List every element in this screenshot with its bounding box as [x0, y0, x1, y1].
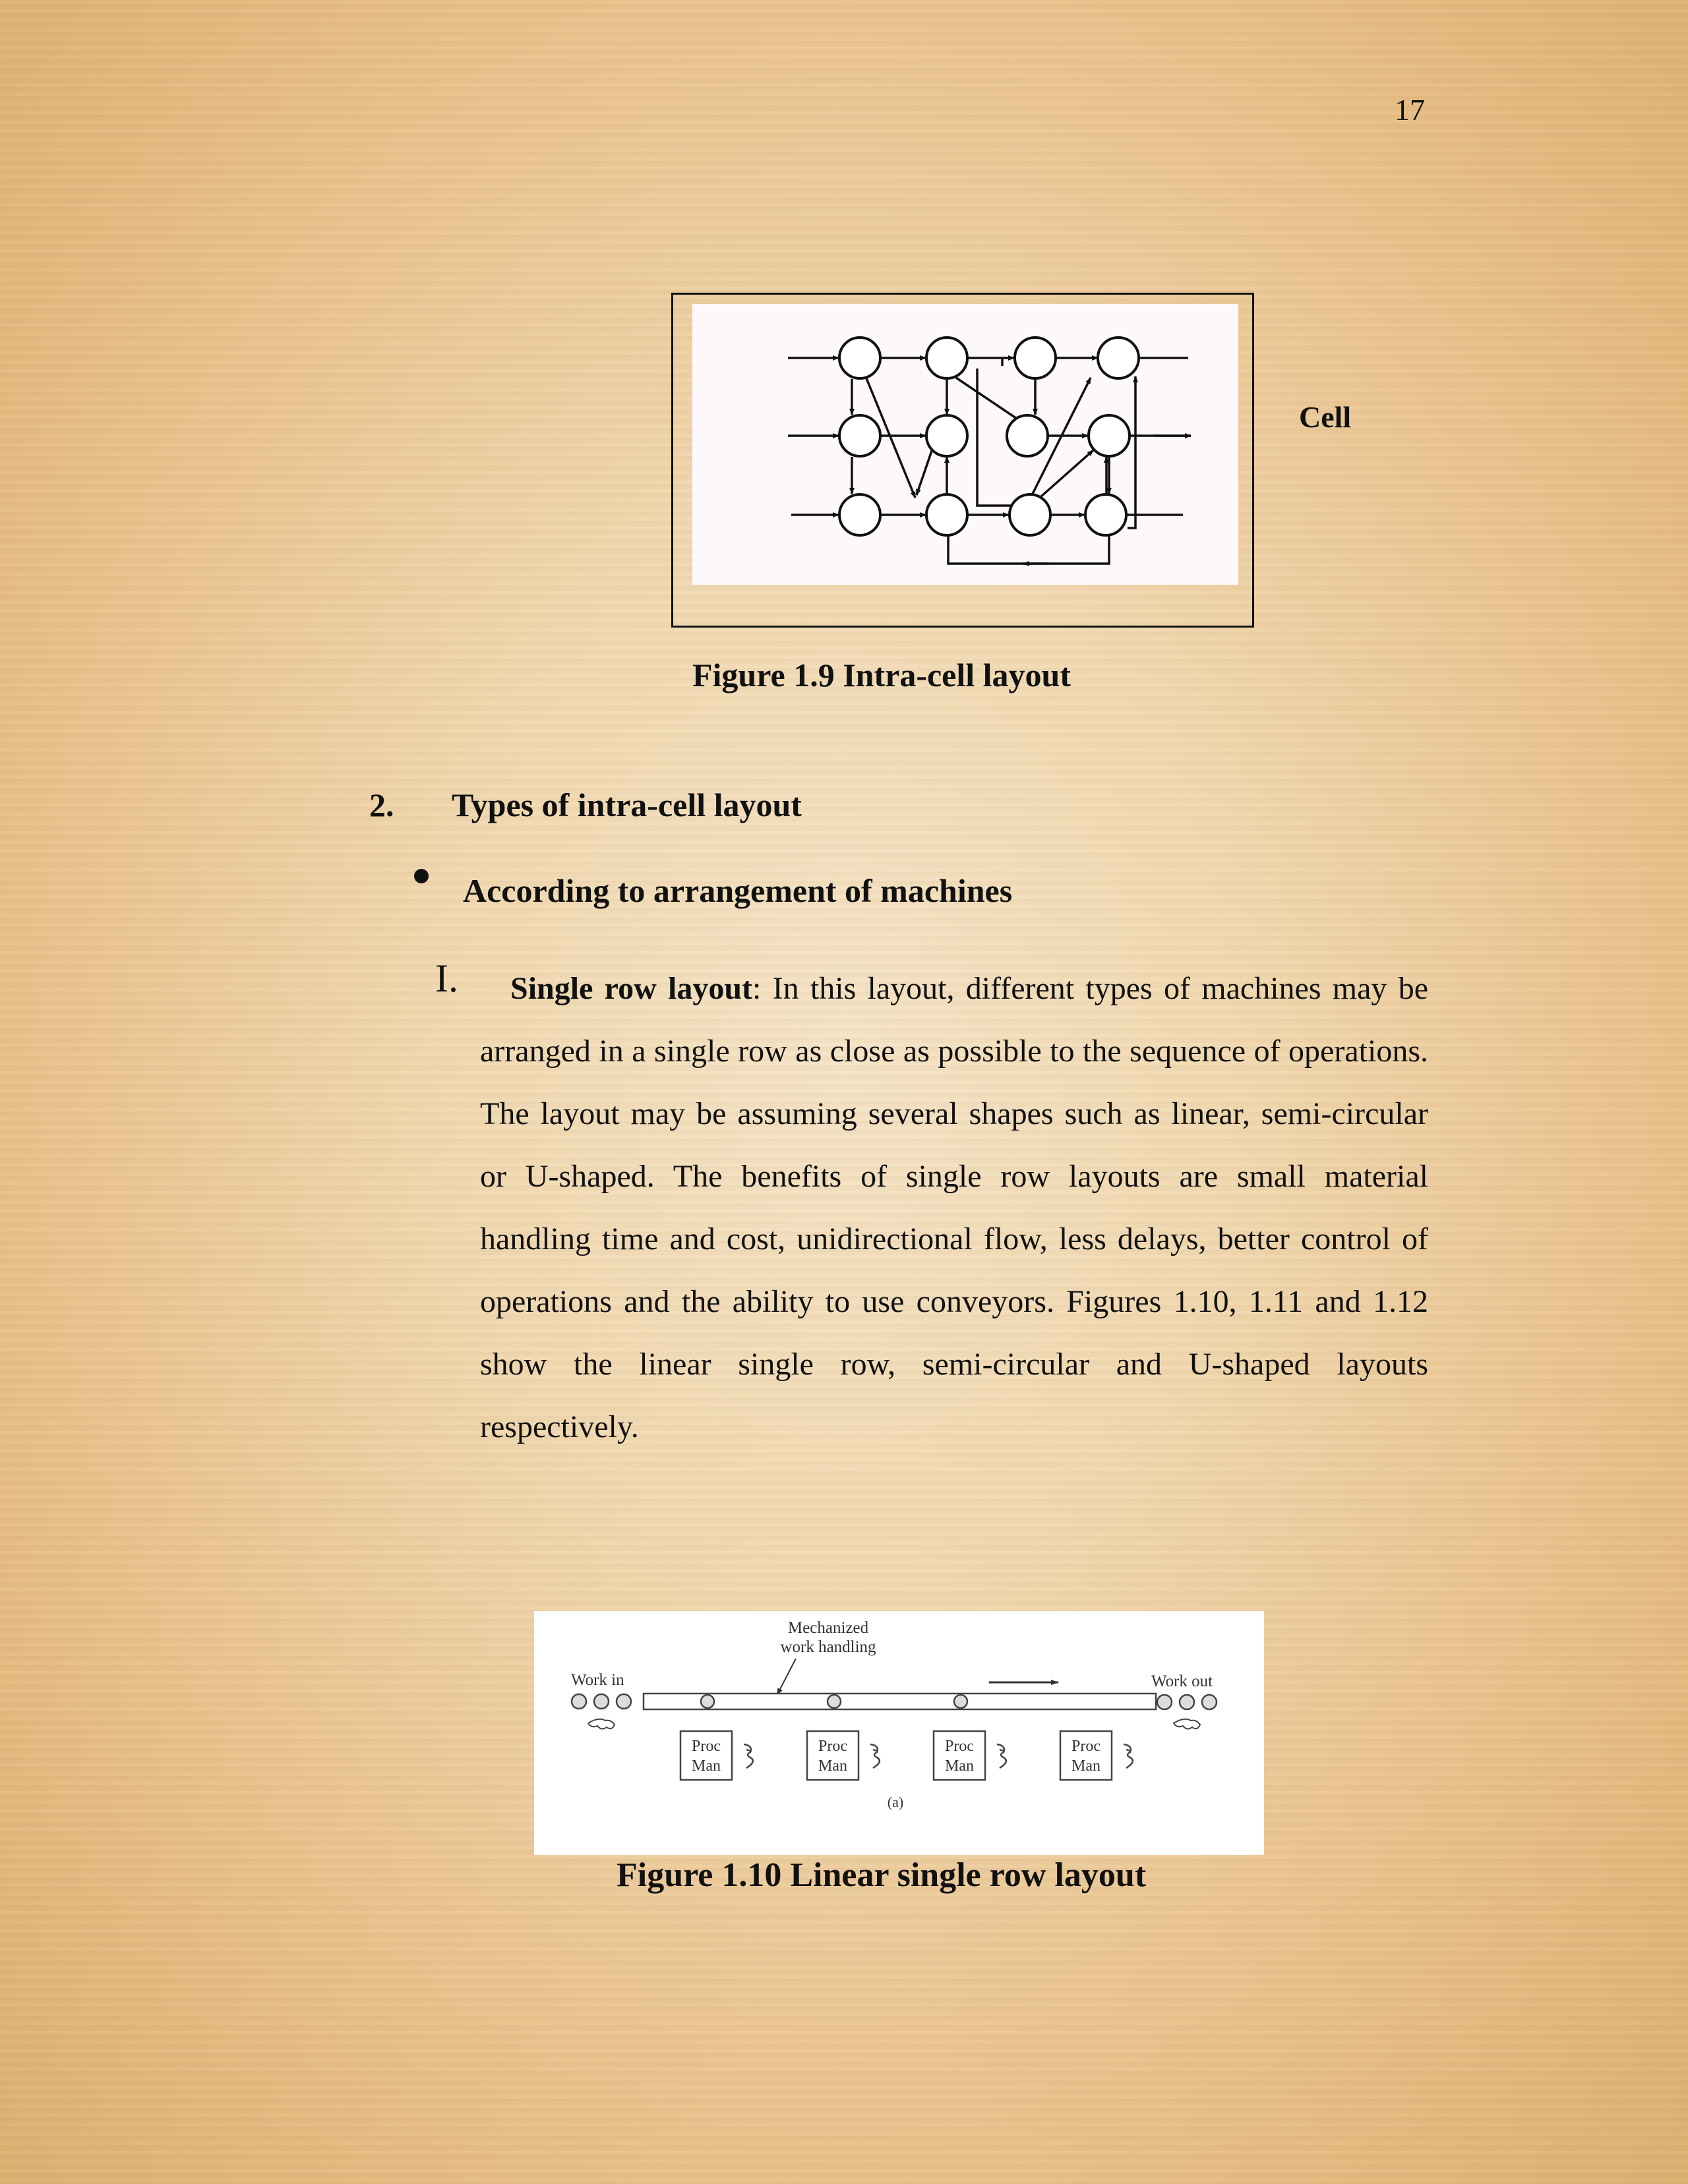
- station-2-line2: Man: [818, 1757, 847, 1775]
- item-title: Single row layout: [510, 971, 753, 1006]
- figure-1-9-caption: Figure 1.9 Intra-cell layout: [692, 657, 1071, 694]
- list-marker: I.: [435, 957, 458, 1000]
- figure-cell-label: Cell: [1299, 400, 1352, 434]
- item-text: : In this layout, different types of machines may be arranged in a single row as close as possible to the sequence of operations. The layout may be assuming several shapes such as linear, semi-circular or U-shaped. The benefits of single row layouts are small material handling time and cost, unidirectional flow, less delays, better control of operations and the ability to use conveyors. Figures 1.10, 1.11 and 1.12 show the linear single row, semi-circular and U-shaped layouts respectively.: [480, 971, 1429, 1444]
- figure-1-9-diagram: [692, 304, 1238, 585]
- work-in-label: Work in: [571, 1671, 624, 1689]
- station-3-line1: Proc: [945, 1738, 974, 1755]
- figure-1-10-caption: Figure 1.10 Linear single row layout: [617, 1856, 1147, 1894]
- bullet-dot: [414, 869, 429, 883]
- handling-label-line2: work handling: [780, 1638, 876, 1656]
- figure-sub-label: (a): [887, 1794, 904, 1810]
- body-paragraph: [480, 957, 1428, 1458]
- station-2-line1: Proc: [818, 1738, 847, 1755]
- handling-label-line1: Mechanized: [787, 1619, 869, 1637]
- section-title: Types of intra-cell layout: [452, 786, 802, 823]
- bullet-heading: According to arrangement of machines: [463, 872, 1013, 909]
- station-3-line2: Man: [945, 1757, 974, 1775]
- station-1-line1: Proc: [692, 1738, 721, 1755]
- station-4-line2: Man: [1071, 1757, 1100, 1775]
- section-number: 2.: [369, 786, 394, 823]
- work-out-label: Work out: [1151, 1672, 1213, 1690]
- figure-1-10-diagram: [534, 1611, 1264, 1855]
- page-number: 17: [1395, 93, 1425, 127]
- station-1-line2: Man: [692, 1757, 721, 1775]
- station-4-line1: Proc: [1071, 1738, 1100, 1755]
